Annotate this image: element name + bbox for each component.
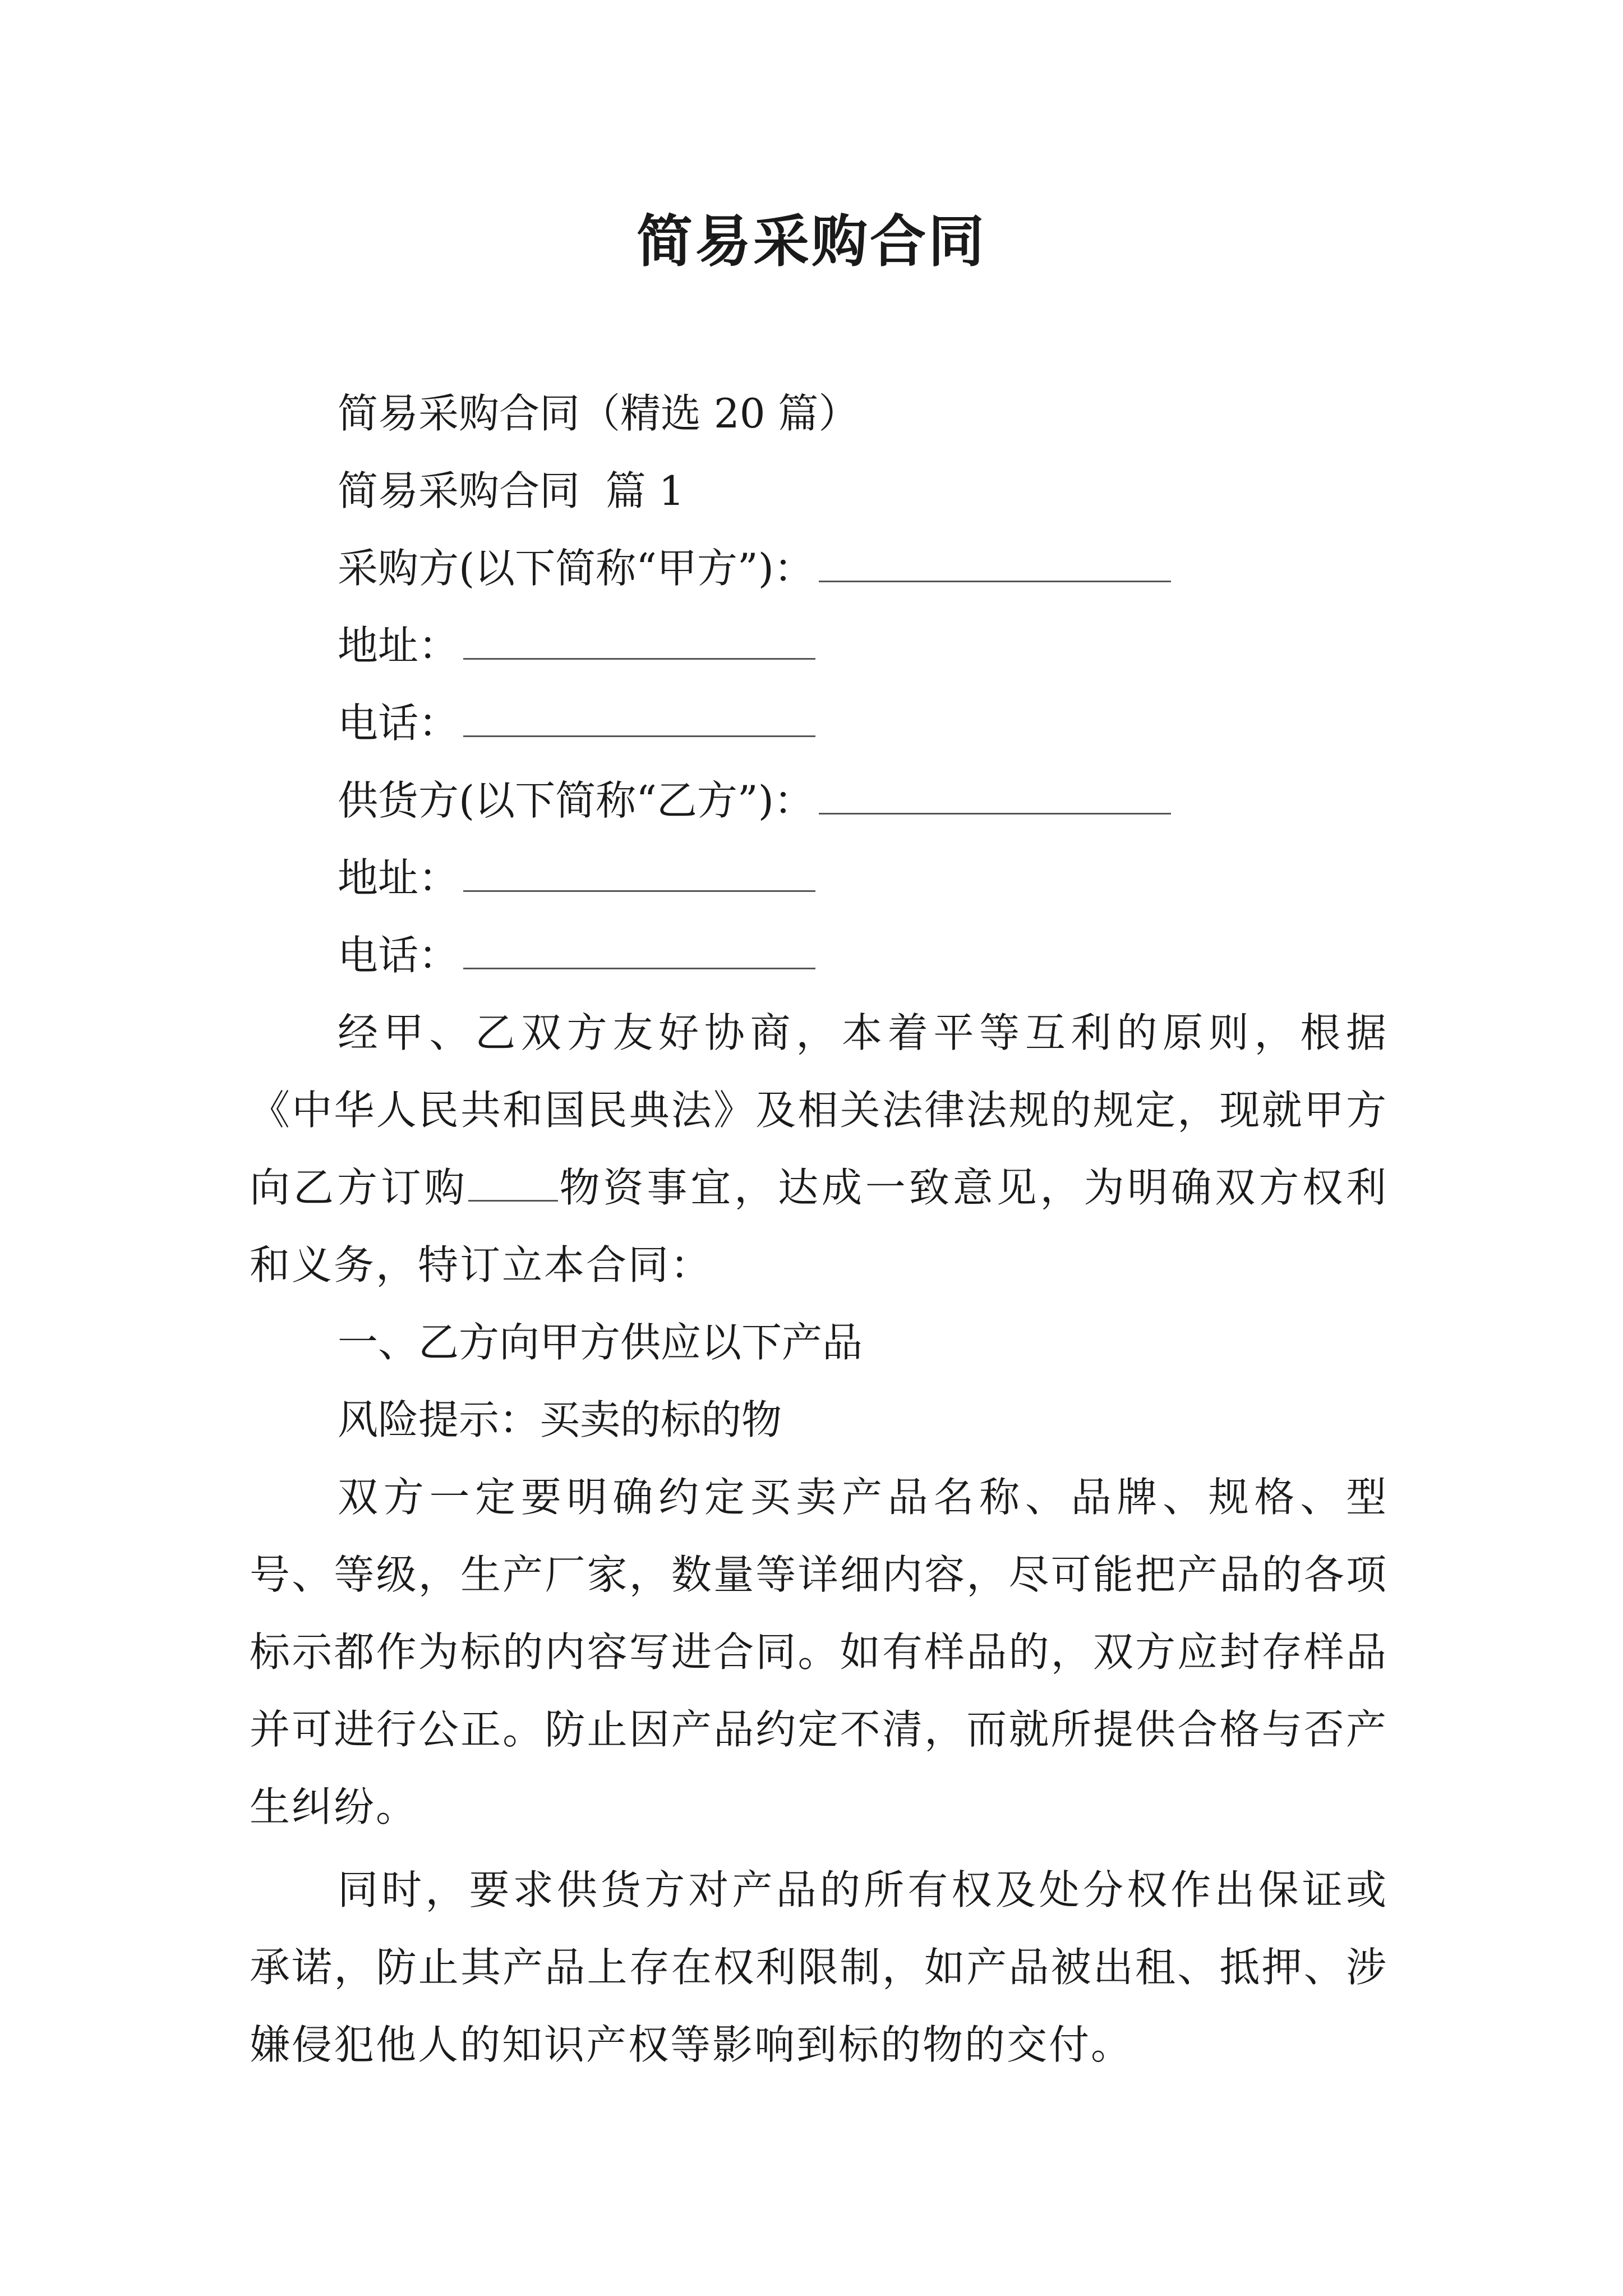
supplier-name-blank [819,777,1171,815]
supplier-address-label: 地址： [338,854,459,901]
intro-text-part1: 经甲、乙双方友好协商，本着平等互利的原则，根据《中华人民共和国民典法》及相关法律法规的规定，现就甲方向乙方订购 [250,1009,1388,1211]
buyer-phone-label: 电话： [338,700,459,747]
supplier-label: 供货方(以下简称“乙方”)： [338,777,814,824]
supplier-phone-label: 电话： [338,932,459,979]
buyer-address-label: 地址： [338,622,459,669]
document-title: 简易采购合同 [637,208,986,274]
paragraph-gap [250,1846,1388,1851]
intro-text-part2: 物资事宜，达成一致意见，为明确双方权利和义务，特订立本合同： [250,1164,1388,1289]
buyer-phone-line [250,684,1388,762]
supplier-phone-line [250,917,1388,994]
supplier-phone-blank [463,932,815,969]
buyer-address-line [250,607,1388,684]
supplier-address-blank [463,854,815,892]
buyer-phone-blank [463,700,815,737]
buyer-label: 采购方(以下简称“甲方”)： [338,545,814,592]
document-body [250,375,1388,2083]
risk-paragraph-1: 双方一定要明确约定买卖产品名称、品牌、规格、型号、等级，生产厂家，数量等详细内容，尽可能把产品的各项标示都作为标的内容写进合同。如有样品的，双方应封存样品并可进行公正。防止因产品约定不清，而就所提供合格与否产生纠纷。 [250,1474,1388,1830]
supplier-address-line [250,839,1388,917]
clause1-heading: 一、乙方向甲方供应以下产品 [338,1319,863,1366]
section-heading: 简易采购合同 篇 1 [338,467,685,514]
intro-paragraph [250,994,1388,1304]
risk-paragraph-2: 同时，要求供货方对产品的所有权及处分权作出保证或承诺，防止其产品上存在权利限制，如产品被出租、抵押、涉嫌侵犯他人的知识产权等影响到标的物的交付。 [250,1866,1388,2068]
buyer-address-blank [463,622,815,660]
supplier-line [250,762,1388,839]
document-subtitle: 简易采购合同（精选 20 篇） [338,390,859,437]
goods-blank [468,1164,558,1202]
buyer-line [250,530,1388,607]
risk-heading: 风险提示：买卖的标的物 [338,1396,782,1443]
buyer-name-blank [819,545,1171,582]
